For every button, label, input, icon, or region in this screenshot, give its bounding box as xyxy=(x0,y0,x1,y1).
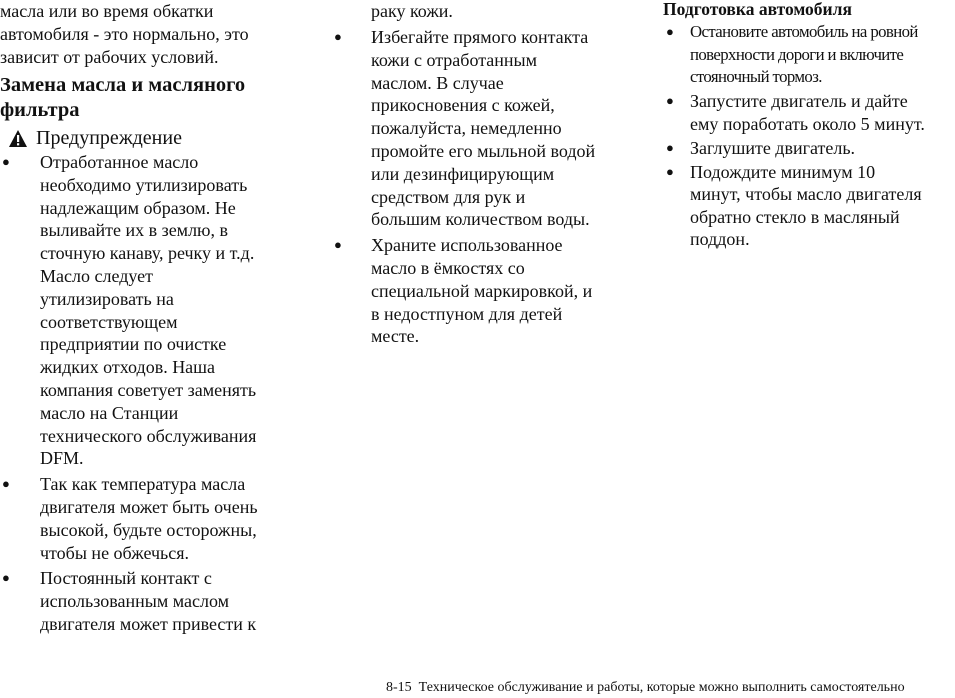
preparation-steps-list xyxy=(663,21,955,251)
warning-label-text: Предупреждение xyxy=(36,127,182,149)
list-item-text xyxy=(40,473,290,564)
chapter-title: Техническое обслуживание и работы, которые можно выполнить самостоятельно xyxy=(418,680,905,695)
column-left xyxy=(0,0,290,639)
list-item-text xyxy=(690,137,955,160)
column-right xyxy=(663,0,955,252)
list-item-text xyxy=(690,90,955,135)
list-item xyxy=(0,151,290,470)
text-line: поверхности дороги и включите xyxy=(690,44,904,64)
text-line: или дезинфицирующим xyxy=(371,163,555,184)
text-line: технического обслуживания xyxy=(40,425,257,446)
bullet-icon: ● xyxy=(666,163,674,179)
list-item-text xyxy=(371,234,625,348)
text-line: высокой, будьте осторожны, xyxy=(40,519,257,540)
text-line: маслом. В случае xyxy=(371,72,504,93)
warning-triangle-icon xyxy=(8,129,28,148)
warning-label xyxy=(8,125,290,151)
text-line: двигателя может быть очень xyxy=(40,496,258,517)
continuation-line: раку кожи. xyxy=(371,1,453,21)
text-line: Масло следует xyxy=(40,265,153,286)
bullet-icon: ● xyxy=(666,93,674,108)
text-line: Подождите минимум 10 xyxy=(690,161,876,182)
text-line: поддон. xyxy=(690,229,750,249)
bullet-icon: ● xyxy=(2,570,10,586)
text-line: Отработанное масло xyxy=(40,152,199,172)
list-item xyxy=(663,161,955,251)
text-line: промойте его мыльной водой xyxy=(371,140,596,161)
bullet-icon: ● xyxy=(666,139,674,155)
text-line: месте. xyxy=(371,326,420,347)
text-line: жидких отходов. Наша xyxy=(40,357,216,378)
text-line: утилизировать на xyxy=(40,288,174,309)
text-line: специальной маркировкой, и xyxy=(371,280,593,301)
section-heading xyxy=(0,73,290,123)
heading-line: Замена масла и масляного xyxy=(0,74,246,96)
list-item xyxy=(663,90,955,135)
text-line: сточную канаву, речку и т.д. xyxy=(40,243,255,264)
text-line: соответствующем xyxy=(40,311,178,332)
text-line: выливайте их в землю, в xyxy=(40,220,228,241)
list-item xyxy=(333,26,625,231)
text-line: прикосновения с кожей, xyxy=(371,95,555,116)
list-item xyxy=(0,473,290,564)
text-line: Избегайте прямого контакта xyxy=(371,27,589,47)
text-line: стояночный тормоз. xyxy=(690,67,822,86)
text-line: ему поработать около 5 минут. xyxy=(690,113,925,134)
text-line: масла или во время обкатки xyxy=(0,1,214,21)
page-footer xyxy=(386,679,905,697)
text-line: Заглушите двигатель. xyxy=(690,137,856,158)
text-line: чтобы не обжечься. xyxy=(40,542,190,563)
text-line: масло на Станции xyxy=(40,402,179,423)
text-line: кожи с отработанным xyxy=(371,49,538,70)
text-line: компания советует заменять xyxy=(40,379,257,400)
text-line: минут, чтобы масло двигателя xyxy=(690,184,922,204)
bullet-icon: ● xyxy=(2,154,10,169)
column-middle xyxy=(333,0,625,351)
list-item xyxy=(663,137,955,160)
text-line: зависит от рабочих условий. xyxy=(0,47,219,67)
bullet-icon: ● xyxy=(334,237,342,253)
text-line: Остановите автомобиль на ровной xyxy=(690,22,918,41)
text-line: необходимо утилизировать xyxy=(40,174,248,195)
text-line: Постоянный контакт с xyxy=(40,568,212,589)
intro-paragraph xyxy=(0,0,290,69)
text-line: Запустите двигатель и дайте xyxy=(690,91,908,111)
page-number: 8-15 xyxy=(386,680,412,695)
bullet-icon: ● xyxy=(666,24,674,39)
warning-list-continued xyxy=(333,26,625,348)
text-line: автомобиля - это нормально, это xyxy=(0,24,249,44)
text-line: Так как температура масла xyxy=(40,474,246,495)
heading-line: фильтра xyxy=(0,99,80,121)
text-line: двигателя может привести к xyxy=(40,613,257,634)
text-line: обратно стекло в масляный xyxy=(690,206,900,227)
list-item-text xyxy=(40,567,290,635)
list-item xyxy=(333,234,625,348)
bullet-icon: ● xyxy=(2,476,10,492)
text-line: DFM. xyxy=(40,448,84,469)
text-line: использованным маслом xyxy=(40,591,229,612)
list-item-text xyxy=(690,21,955,89)
bullet-icon: ● xyxy=(334,29,342,44)
text-line: масло в ёмкостях со xyxy=(371,257,525,278)
subsection-heading: Подготовка автомобиля xyxy=(663,0,852,19)
text-line: большим количеством воды. xyxy=(371,209,590,230)
text-line: пожалуйста, немедленно xyxy=(371,118,562,139)
list-item-text xyxy=(690,161,955,251)
list-item xyxy=(0,567,290,635)
text-line: предприятии по очистке xyxy=(40,334,227,355)
text-line: Храните использованное xyxy=(371,235,563,256)
text-line: надлежащим образом. Не xyxy=(40,197,236,218)
warning-list xyxy=(0,151,290,636)
text-line: в недостпуном для детей xyxy=(371,303,563,324)
list-item-text xyxy=(40,151,290,470)
list-item-text xyxy=(371,26,625,231)
text-line: средством для рук и xyxy=(371,186,526,207)
list-item xyxy=(663,21,955,89)
